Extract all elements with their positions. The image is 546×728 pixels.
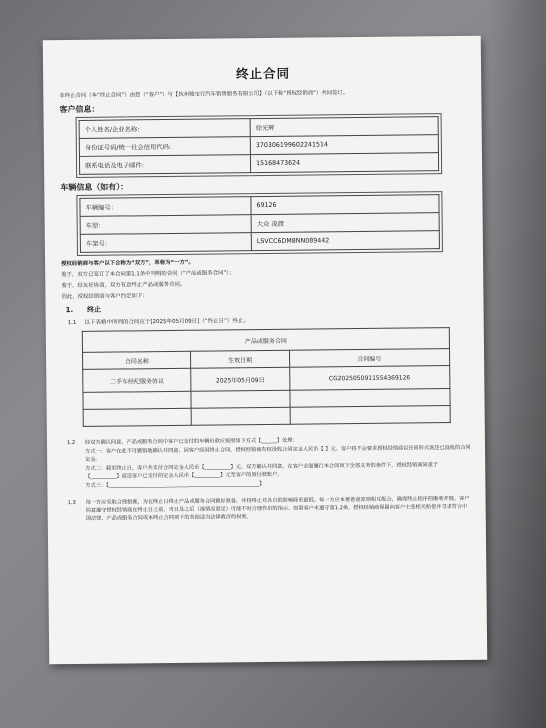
clause-1-2-option-3: 方式三：【__________________________________________________________】 <box>85 481 265 489</box>
background-shadow <box>486 0 546 728</box>
clause-1-3-text: 每一方应采取合理措施，为在终止日终止产品或服务合同做好准备，并将终止对各自的影响降至最低。每一方应本着善意原则相互配合，确保终止程序的顺利开展。客户同意遵守授权经销商在终止日之前、当日及之后（视情况而定）可能不时合理作出的指示。如果客户未遵守第1.2条，授权经销商保留向客户主张相关赔偿并寻求符合中国法律、产品或服务合同或本终止合同项下的其他适当法律救济的权利。 <box>85 495 470 522</box>
clause-1-3-number: 1.3 <box>67 499 76 507</box>
vehicle-model-label: 车型： <box>80 215 251 235</box>
column-header: 合同名称 <box>83 351 192 369</box>
vehicle-number-value: 69126 <box>251 195 439 215</box>
customer-id-label: 身份证号码/统一社会信用代码: <box>79 137 250 157</box>
intro-paragraph: 本终止合同（本“终止合同”）由您（“客户”）与【杭州骏宝行汽车销售服务有限公司】（以下称“授权经销商”）共同签订。 <box>59 90 349 100</box>
table-cell <box>290 406 451 425</box>
clause-1-2-number: 1.2 <box>66 439 76 447</box>
vehicle-info-table <box>79 194 440 253</box>
vehicle-vin-value: LSVCC6DM8NN089442 <box>251 231 439 251</box>
clause-1-2-line: 经双方确认同意，产品或服务合同中客户已支付的车辆价款应按照如下方式【______】处理： <box>84 437 298 446</box>
contract-name-cell: 二手车经纪服务协议 <box>83 368 192 392</box>
contract-body <box>59 50 472 523</box>
clause-1-3 <box>64 495 472 523</box>
customer-contact-value: 15168473624 <box>250 153 438 173</box>
customer-info-heading: 客户信息： <box>59 104 100 115</box>
vehicle-number-label: 车辆编号： <box>80 197 251 217</box>
section-1-number: 1. <box>65 306 74 315</box>
section-1-heading <box>66 301 470 315</box>
whereas-terminate: 鉴于，经友好协商，双方有意终止产品或服务合同。 <box>61 281 186 290</box>
table-cell <box>83 391 192 409</box>
table-row <box>80 231 439 253</box>
table-cell <box>192 407 290 425</box>
vehicle-model-value: 大众 凌渡 <box>251 213 439 233</box>
document-title: 终止合同 <box>236 65 291 82</box>
clause-1-1-number: 1.1 <box>67 319 77 327</box>
clause-1-2 <box>63 435 472 491</box>
clause-1-2-option-1: 方式一：客户在此不可撤销地确认并同意，因客户原因终止合同，授权经销商有权没收合同定金人民币【 】元。客户将不会要求授权经销商以任何形式返还已没收的合同定金。 <box>85 444 471 463</box>
section-1-title: 终止 <box>87 305 102 314</box>
table-row <box>83 406 450 427</box>
column-header: 生效日期 <box>191 350 289 368</box>
therefore-clause: 因此，授权经销商与客户约定如下： <box>61 293 148 301</box>
vehicle-info-heading: 车辆信息（如有）： <box>60 182 129 193</box>
customer-id-value: 370306199602241514 <box>250 135 438 155</box>
effective-date-cell: 2025年05月09日 <box>191 367 289 391</box>
table-cell <box>83 408 192 426</box>
table-row <box>79 153 438 175</box>
product-table-caption: 产品或服务合同 <box>82 328 449 353</box>
clause-1-2-option-2: 方式二：截至终止日，客户共支付合同定金人民币【__________】元。双方确认并同意，在客户全面履行本合同项下全部义务的条件下，授权经销商同意于【__________】返还客户已支付的定金人民币【__________】元至客户的原付款账户。 <box>85 462 439 480</box>
customer-info-table <box>79 116 440 175</box>
table-cell <box>289 389 450 408</box>
customer-name-label: 个人姓名/企业名称: <box>79 119 250 139</box>
column-header: 合同编号 <box>289 349 450 368</box>
clause-1-2-body <box>85 435 472 491</box>
product-contract-table <box>82 327 451 427</box>
vehicle-info-box <box>76 191 443 256</box>
clause-1-1 <box>68 314 470 326</box>
whereas-signed: 鉴于，双方已签订了本合同第1.1条中列明的合同（“产品或服务合同”）； <box>61 270 235 279</box>
customer-info-box <box>76 113 443 178</box>
parties-definition: 授权经销商与客户以下合称为“双方”，单称为“一方”。 <box>61 259 194 268</box>
vehicle-vin-label: 车架号： <box>80 233 251 253</box>
table-cell <box>191 390 289 408</box>
customer-contact-label: 联系电话及电子邮件: <box>79 155 250 175</box>
contract-page <box>43 36 488 665</box>
contract-number-cell: CG20250509115543691​26 <box>289 366 450 391</box>
customer-name-value: 徐光辉 <box>250 117 438 137</box>
clause-1-1-text: 以下表格中所列的合同应于[2025年05月09日]（“终止日”）终止。 <box>84 318 249 326</box>
